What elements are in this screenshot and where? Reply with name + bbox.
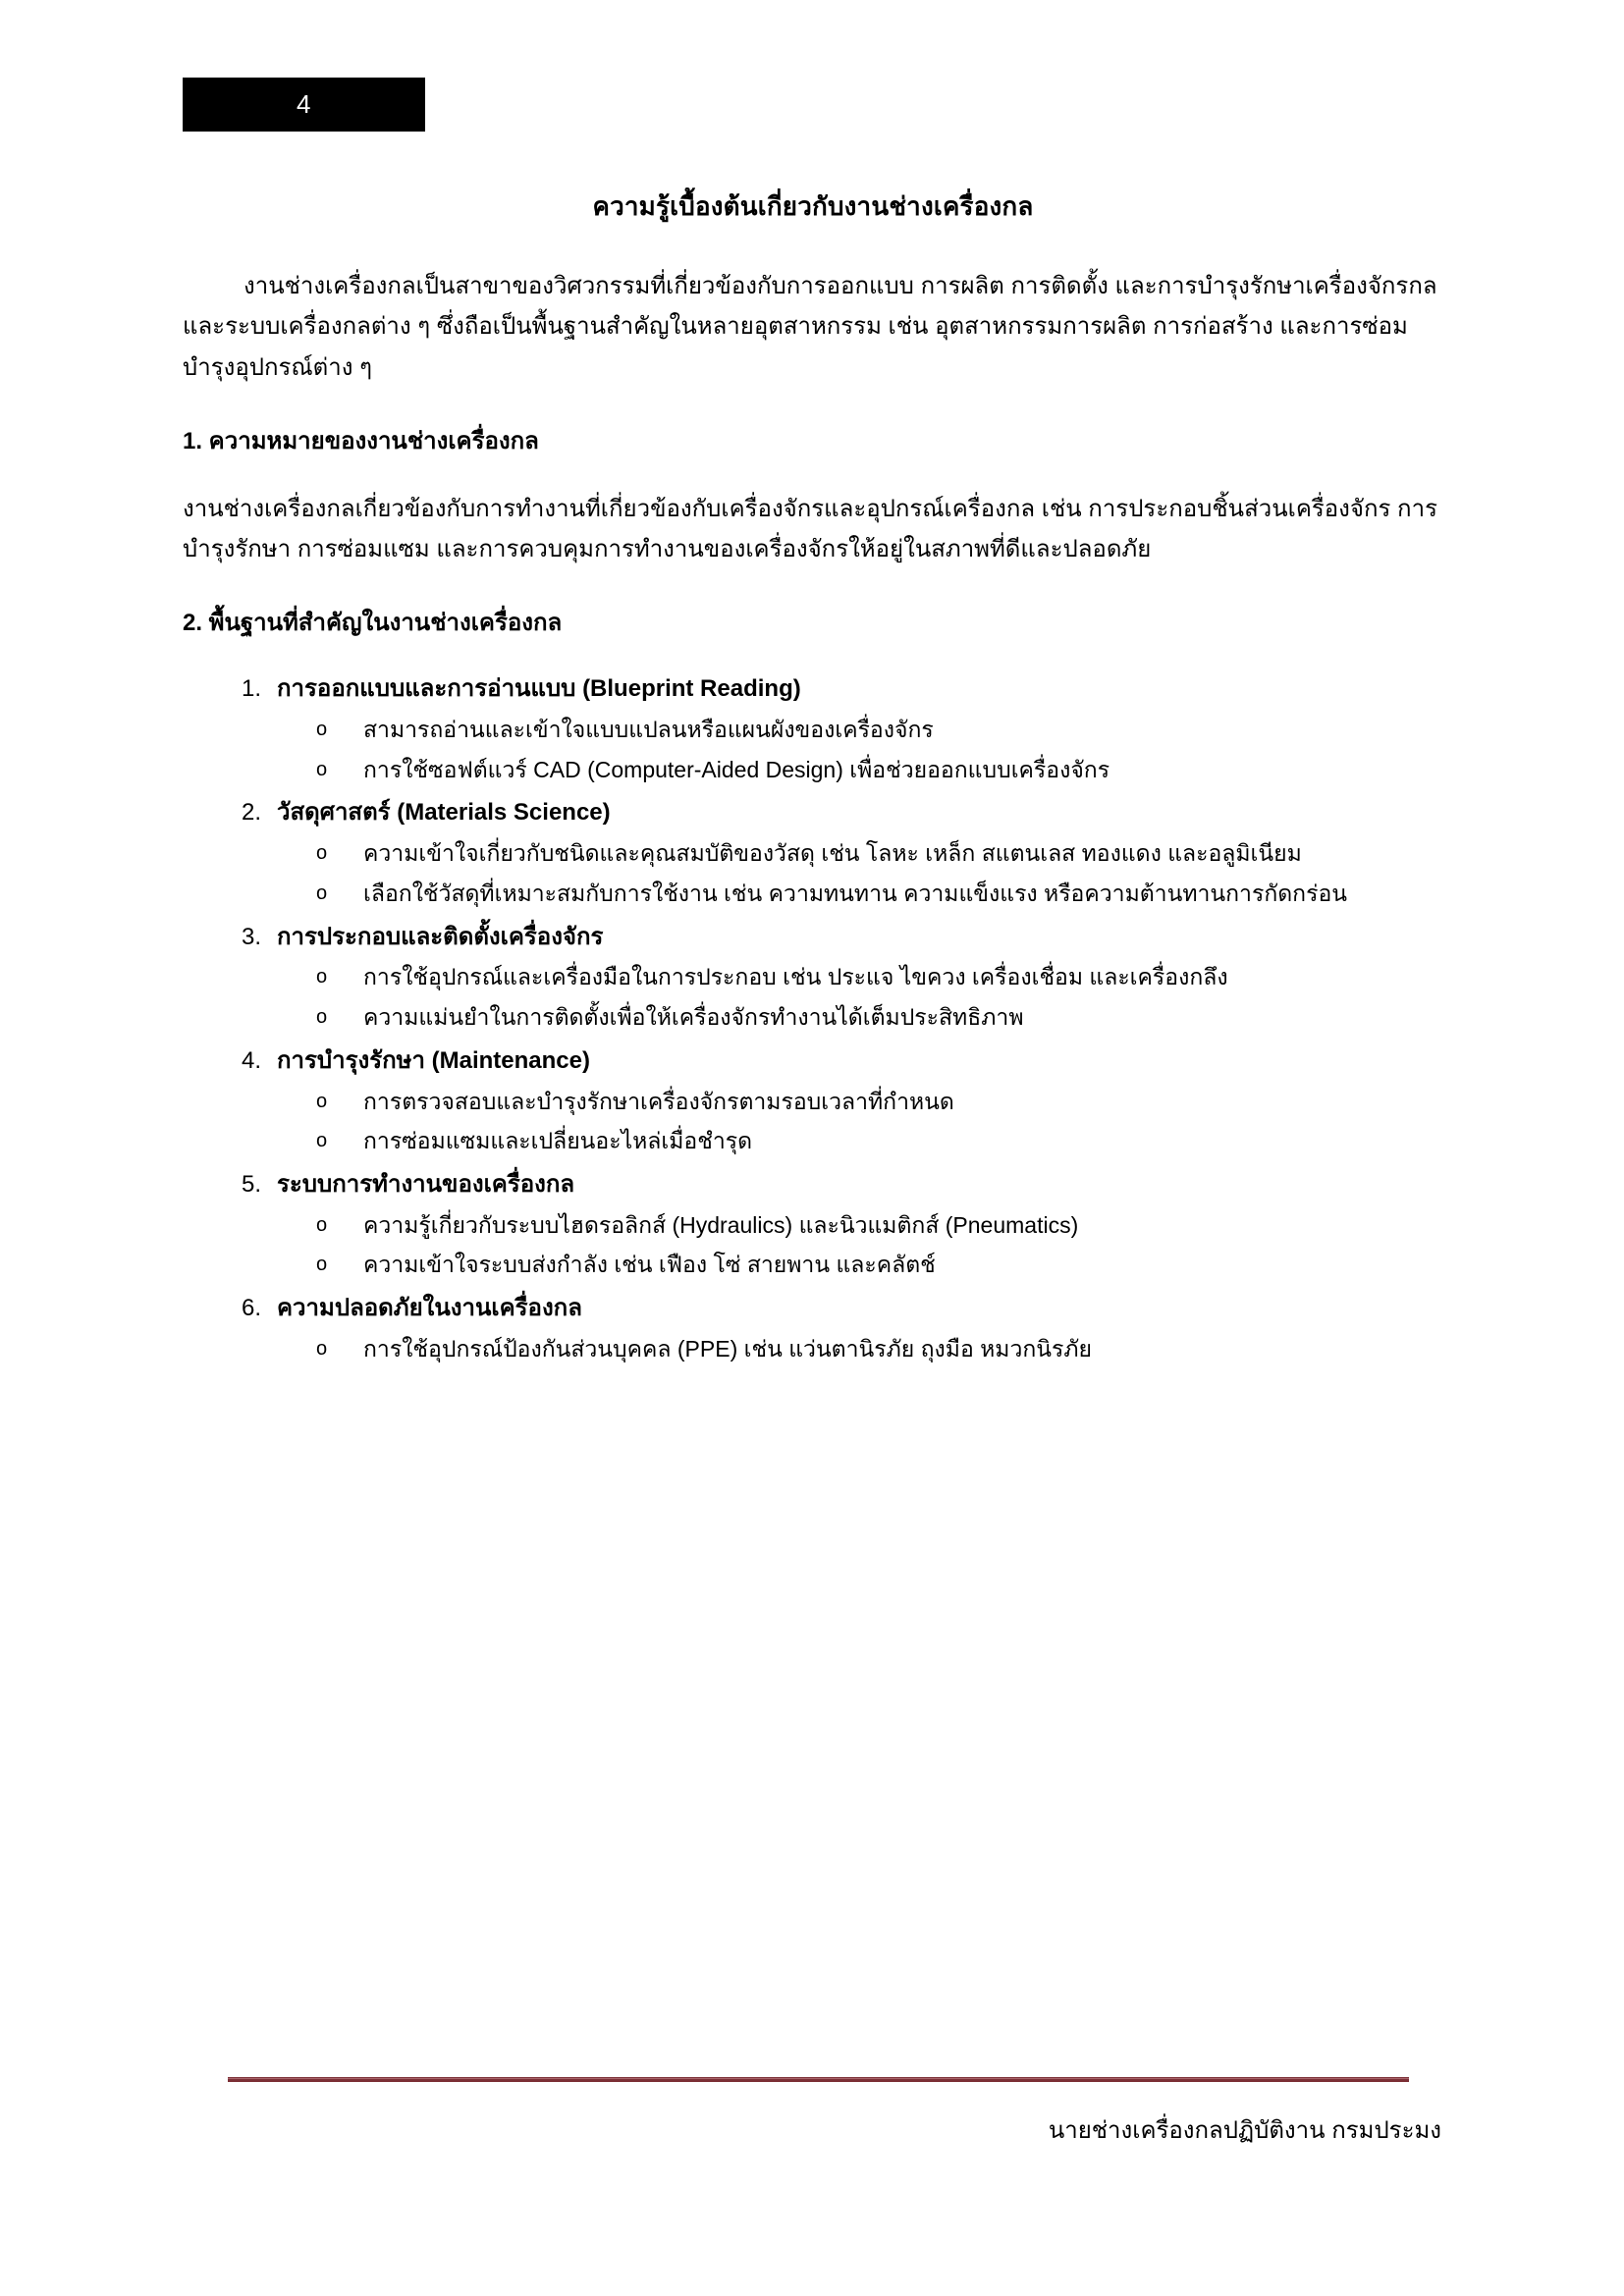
sub-list (277, 711, 1443, 788)
section-heading-2: 2. พื้นฐานที่สำคัญในงานช่างเครื่องกล (183, 610, 563, 637)
sub-list-item (277, 1206, 1443, 1245)
sub-list (277, 1206, 1443, 1284)
list-item (183, 1166, 1443, 1284)
footer-divider-inner (228, 2078, 1409, 2079)
list-item-title: ระบบการทำงานของเครื่องกล (277, 1170, 575, 1198)
sub-list (277, 1083, 1443, 1160)
list-item-number: 2. (241, 799, 261, 827)
sub-list-item-text: ความแม่นยำในการติดตั้งเพื่อให้เครื่องจักรทำงานได้เต็มประสิทธิภาพ (363, 1004, 1024, 1031)
list-item (183, 1042, 1443, 1160)
list-item-number: 6. (241, 1294, 261, 1321)
sub-list-item (277, 1330, 1443, 1368)
circle-bullet-icon: o (316, 719, 328, 741)
sub-list-item-text: สามารถอ่านและเข้าใจแบบแปลนหรือแผนผังของเครื่องจักร (363, 717, 934, 743)
sub-list-item-text: การตรวจสอบและบำรุงรักษาเครื่องจักรตามรอบเวลาที่กำหนด (363, 1088, 954, 1114)
fundamentals-list (183, 670, 1443, 1367)
sub-list-item-text: ความเข้าใจเกี่ยวกับชนิดและคุณสมบัติของวัสดุ เช่น โลหะ เหล็ก สแตนเลส ทองแดง และอลูมิเนียม (363, 840, 1302, 867)
sub-list-item-text: การใช้ซอฟต์แวร์ CAD (Computer-Aided Design) เพื่อช่วยออกแบบเครื่องจักร (363, 756, 1110, 782)
sub-list-item (277, 1246, 1443, 1284)
sub-list-item (277, 875, 1443, 913)
sub-list-item-text: เลือกใช้วัสดุที่เหมาะสมกับการใช้งาน เช่น ความทนทาน ความแข็งแรง หรือความต้านทานการกัดกร่อน (363, 880, 1347, 906)
sub-list-item (277, 1122, 1443, 1160)
section-heading-1: 1. ความหมายของงานช่างเครื่องกล (183, 427, 539, 454)
list-item-title: วัสดุศาสตร์ (Materials Science) (277, 799, 611, 827)
sub-list-item (277, 958, 1443, 996)
page-title: ความรู้เบื้องต้นเกี่ยวกับงานช่างเครื่องกล (592, 191, 1034, 221)
circle-bullet-icon: o (316, 842, 328, 865)
footer-text: นายช่างเครื่องกลปฏิบัติงาน กรมประมง (1048, 2117, 1441, 2144)
circle-bullet-icon: o (316, 1337, 328, 1360)
sub-list-item (277, 834, 1443, 873)
sub-list-item (277, 711, 1443, 749)
list-item-number: 5. (241, 1170, 261, 1198)
section-1-paragraph: งานช่างเครื่องกลเกี่ยวข้องกับการทำงานที่เกี่ยวข้องกับเครื่องจักรและอุปกรณ์เครื่องกล เช่น การประกอบชิ้นส่วนเครื่องจักร การบำรุงรักษา การซ่อมแซม และการควบคุมการทำงานของเครื่องจักรให้อยู่ในสภาพที่ดีและปลอดภัย (183, 495, 1437, 563)
list-item (183, 794, 1443, 912)
page-number: 4 (297, 89, 311, 119)
circle-bullet-icon: o (316, 1006, 328, 1029)
list-item-number: 3. (241, 923, 261, 950)
circle-bullet-icon: o (316, 1130, 328, 1152)
intro-paragraph: งานช่างเครื่องกลเป็นสาขาของวิศวกรรมที่เกี่ยวข้องกับการออกแบบ การผลิต การติดตั้ง และการบำรุงรักษาเครื่องจักรกลและระบบเครื่องกลต่าง ๆ ซึ่งถือเป็นพื้นฐานสำคัญในหลายอุตสาหกรรม เช่น อุตสาหกรรมการผลิต การก่อสร้าง และการซ่อมบำรุงอุปกรณ์ต่าง ๆ (183, 273, 1437, 381)
list-item-title: ความปลอดภัยในงานเครื่องกล (277, 1294, 582, 1321)
circle-bullet-icon: o (316, 966, 328, 988)
sub-list-item-text: การใช้อุปกรณ์ป้องกันส่วนบุคคล (PPE) เช่น แว่นตานิรภัย ถุงมือ หมวกนิรภัย (363, 1335, 1093, 1362)
sub-list-item-text: ความรู้เกี่ยวกับระบบไฮดรอลิกส์ (Hydraulics) และนิวแมติกส์ (Pneumatics) (363, 1211, 1079, 1238)
list-item-title: การออกแบบและการอ่านแบบ (Blueprint Reading) (277, 675, 801, 703)
list-item (183, 919, 1443, 1037)
sub-list (277, 958, 1443, 1036)
list-item (183, 670, 1443, 788)
list-item-title: การบำรุงรักษา (Maintenance) (277, 1046, 590, 1074)
list-item (183, 1290, 1443, 1368)
list-item-number: 1. (241, 675, 261, 703)
circle-bullet-icon: o (316, 1213, 328, 1236)
circle-bullet-icon: o (316, 1254, 328, 1276)
sub-list-item (277, 751, 1443, 789)
circle-bullet-icon: o (316, 1090, 328, 1112)
circle-bullet-icon: o (316, 881, 328, 904)
circle-bullet-icon: o (316, 758, 328, 780)
sub-list-item (277, 1083, 1443, 1121)
sub-list-item-text: ความเข้าใจระบบส่งกำลัง เช่น เฟือง โซ่ สายพาน และคลัตช์ (363, 1252, 936, 1278)
sub-list-item (277, 998, 1443, 1037)
sub-list-item-text: การซ่อมแซมและเปลี่ยนอะไหล่เมื่อชำรุด (363, 1128, 753, 1154)
list-item-title: การประกอบและติดตั้งเครื่องจักร (277, 923, 604, 950)
sub-list (277, 834, 1443, 912)
list-item-number: 4. (241, 1046, 261, 1074)
sub-list (277, 1330, 1443, 1368)
footer-divider (228, 2077, 1409, 2082)
sub-list-item-text: การใช้อุปกรณ์และเครื่องมือในการประกอบ เช่น ประแจ ไขควง เครื่องเชื่อม และเครื่องกลึง (363, 964, 1228, 990)
page-number-band (183, 78, 425, 132)
document-body (183, 187, 1443, 1373)
